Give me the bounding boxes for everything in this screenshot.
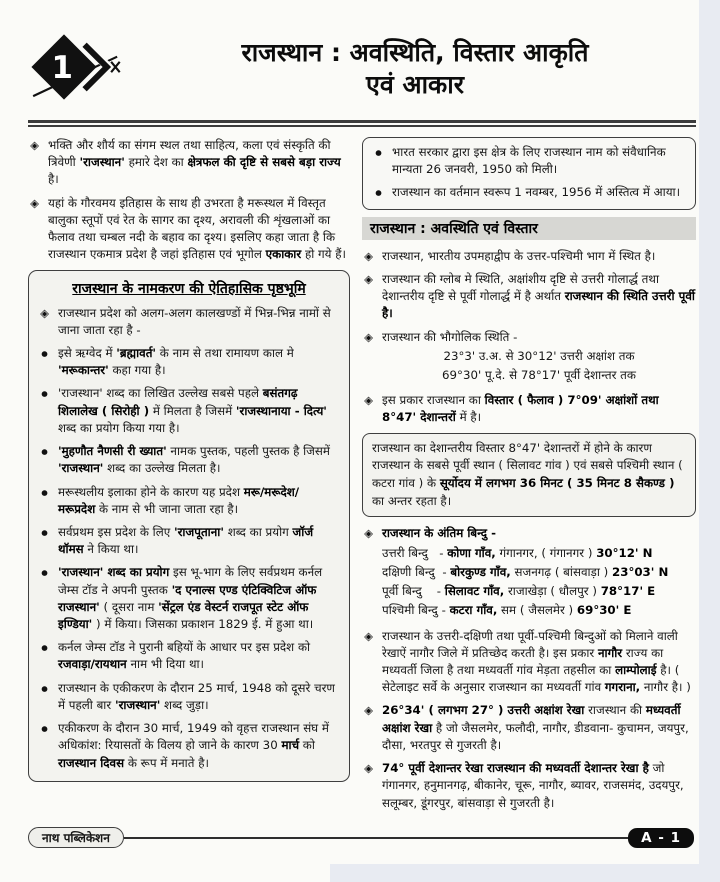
bullet-item (38, 484, 340, 518)
recognition-facts-items (372, 144, 686, 202)
diamond-bullet-icon: ◈ (364, 248, 373, 263)
page-footer (28, 827, 694, 848)
bullet-item (372, 144, 686, 178)
bullet-text: राजस्थान की भौगोलिक स्थिति - 23°3' उ.अ. से 30°12' उत्तरी अक्षांश तक 69°30' पू.दे. से 78°17' पूर्वी देशान्तर तक (382, 329, 696, 387)
sub-line: पूर्वी बिन्दु - सिलावट गाँव, राजाखेड़ा ( धौलपुर ) 78°17' E (382, 584, 656, 599)
diamond-bullet-icon: ◈ (364, 703, 373, 718)
bullet-text: राजस्थान के उत्तरी-दक्षिणी तथा पूर्वी-पश्चिमी बिन्दुओं को मिलाने वाली रेखाऐं नागौर जिले में प्रतिच्छेद करती है। इस प्रकार नागौर राज्य का मध्यवर्ती जिला है तथा मध्यवर्ती गांव मेड़ता तहसील का लाम्पोलाई है। ( सेटेलाइट सर्वे के अनुसार राजस्थान का मध्यवर्ती गांव गगराना, नागौर है। ) (382, 628, 691, 695)
dot-bullet-icon: ● (41, 348, 48, 358)
header-divider (28, 120, 696, 127)
scan-edge-bottom (330, 864, 720, 882)
bullet-item (38, 680, 340, 714)
bullet-text: सर्वप्रथम इस प्रदेश के लिए 'राजपूताना' शब्द का प्रयोग जॉर्ज थॉमस ने किया था। (58, 524, 314, 557)
bullet-item (38, 345, 340, 379)
bullet-item (38, 564, 340, 633)
bullet-text: भारत सरकार द्वारा इस क्षेत्र के लिए राजस्थान नाम को संवैधानिक मान्यता 26 जनवरी, 1950 को मिली। (392, 145, 666, 177)
bullet-item (38, 385, 340, 437)
publisher-badge: नाथ पब्लिकेशन (28, 827, 124, 848)
diamond-bullet-icon: ◈ (40, 305, 49, 320)
dot-bullet-icon: ● (375, 188, 382, 198)
bullet-item (28, 137, 350, 189)
bullet-item (362, 271, 696, 323)
diamond-bullet-icon: ◈ (364, 761, 373, 776)
bullet-item (362, 760, 696, 812)
bullet-item (38, 639, 340, 673)
chapter-header (28, 26, 696, 112)
bullet-text: मरूस्थलीय इलाका होने के कारण यह प्रदेश मरू/मरूदेश/ मरूप्रदेश के नाम से भी जाना जाता रहा है। (58, 484, 300, 516)
bullet-sub-lines (382, 545, 696, 620)
page-title-line1: राजस्थान : अवस्थिति, विस्तार आकृति (241, 38, 589, 67)
bullet-item (372, 184, 686, 201)
bullet-text: राजस्थान के अंतिम बिन्दु - उत्तरी बिन्दु - कोणा गाँव, गंगानगर, ( गंगानगर ) 30°12' N दक्षिणी बिन्दु - बोरकुण्ड गाँव, सजनगढ़ ( बांसवाड़ा ) 23°03' N पूर्वी बिन्दु - सिलावट गाँव, राजाखेड़ा ( धौलपुर ) 78°17' E पश्चिमी बिन्दु - कटरा गाँव, सम ( जैसलमेर ) 69°30' E (382, 525, 696, 621)
bullet-text: भक्ति और शौर्य का संगम स्थल तथा साहित्य, कला एवं संस्कृति की त्रिवेणी 'राजस्थान' हमारे देश का क्षेत्रफल की दृष्टि से सबसे बड़ा राज्य है। (48, 138, 341, 187)
diamond-bullet-icon: ◈ (364, 628, 373, 643)
footer-rule (124, 837, 628, 839)
naming-history-box (28, 270, 350, 782)
sub-line: 69°30' पू.दे. से 78°17' पूर्वी देशान्तर तक (442, 368, 636, 383)
dot-bullet-icon: ● (41, 487, 48, 497)
dot-bullet-icon: ● (41, 643, 48, 653)
page-content (28, 26, 696, 818)
bullet-text: एकीकरण के दौरान 30 मार्च, 1949 को वृहत्त राजस्थान संघ में अधिकांश: रियासतों के विलय हो जाने के कारण 30 मार्च को राजस्थान दिवस के रूप में मनाते है। (58, 721, 329, 770)
bullet-item (38, 305, 340, 339)
bullet-text: 74° पूर्वी देशान्तर रेखा राजस्थान की मध्यवर्ती देशान्तर रेखा है जो गंगानगर, हनुमानगढ़, बीकानेर, चूरू, नागौर, ब्यावर, राजसमंद, उदयपुर, सलूम्बर, डूंगरपुर, बांसवाड़ा से गुजरती है। (382, 761, 684, 810)
bullet-text: राजस्थान के एकीकरण के दौरान 25 मार्च, 1948 को दूसरे चरण में पहली बार 'राजस्थान' शब्द जुड़ा। (58, 680, 335, 712)
section-header: राजस्थान : अवस्थिति एवं विस्तार (362, 217, 696, 240)
location-extent-items (362, 248, 696, 812)
page-title-line2: एवं आकार (366, 70, 464, 99)
bullet-text: कर्नल जेम्स टॉड ने पुरानी बहियों के आधार पर इस प्रदेश को रजवाड़ा/रायथान नाम भी दिया था। (58, 640, 311, 672)
bullet-text: 'राजस्थान' शब्द का लिखित उल्लेख सबसे पहले बसंतगढ़ शिलालेख ( सिरोही ) में मिलता है जिसमें 'राजस्थानाया - दित्य' शब्द का प्रयोग किया गया है। (58, 386, 327, 435)
sub-line: उत्तरी बिन्दु - कोणा गाँव, गंगानगर, ( गंगानगर ) 30°12' N (382, 545, 653, 560)
diamond-bullet-icon: ◈ (30, 195, 39, 210)
diamond-bullet-icon: ◈ (364, 271, 373, 286)
bullet-text: इसे ऋग्वेद में 'ब्रह्मावर्त' के नाम से तथा रामायण काल मे 'मरूकान्तर' कहा गया है। (58, 345, 294, 378)
chapter-diamond-icon (28, 26, 124, 108)
bullet-text: 'राजस्थान' शब्द का प्रयोग इस भू-भाग के लिए सर्वप्रथम कर्नल जेम्स टॉड ने अपनी पुस्तक 'द एनाल्स एण्ड एंटिक्विटिज ऑफ राजस्थान' ( दूसरा नाम 'सेंट्रल एंड वेस्टर्न राजपूत स्टेट ऑफ इण्डिया' ) में किया। जिसका प्रकाशन 1829 ई. में हुआ था। (58, 565, 323, 632)
right-column (362, 137, 696, 818)
bullet-text: राजस्थान की ग्लोब मे स्थिति, अक्षांशीय दृष्टि से उत्तरी गोलार्द्ध तथा देशान्तरीय दृष्टि से पूर्वी गोलार्द्ध में है अर्थात राजस्थान की स्थिति उत्तरी पूर्वी है। (382, 271, 695, 321)
sub-line: पश्चिमी बिन्दु - कटरा गाँव, सम ( जैसलमेर ) 69°30' E (382, 603, 632, 618)
diamond-bullet-icon: ◈ (364, 393, 373, 408)
dot-bullet-icon: ● (41, 447, 48, 457)
highlight-note-box: राजस्थान का देशान्तरीय विस्तार 8°47' देशान्तरों में होने के कारण राजस्थान के सबसे पूर्वी स्थान ( सिलावट गांव ) एवं सबसे पश्चिमी स्थान ( कटरा गांव ) के सूर्योदय में लगभग 36 मिनट ( 35 मिनट 8 सैकण्ड ) का अन्तर रहता है। (362, 433, 696, 518)
sub-line: 23°3' उ.अ. से 30°12' उत्तरी अक्षांश तक (443, 348, 635, 363)
two-column-layout (28, 137, 696, 818)
bullet-item (38, 720, 340, 772)
diamond-bullet-icon: ◈ (30, 138, 39, 152)
naming-box-items (38, 305, 340, 772)
bullet-item (38, 443, 340, 477)
bullet-item (38, 524, 340, 558)
chapter-number-badge (28, 26, 124, 112)
bullet-item (362, 329, 696, 387)
dot-bullet-icon: ● (41, 527, 48, 537)
bullet-text: 26°34' ( लगभग 27° ) उत्तरी अक्षांश रेखा राजस्थान की मध्यवर्ती अक्षांश रेखा है जो जैसलमेर, फलौदी, नागौर, डीडवाना- कुचामन, जयपुर, दौसा, भरतपुर से गुजरती है। (382, 703, 689, 752)
dot-bullet-icon: ● (375, 148, 382, 157)
diamond-bullet-icon: ◈ (364, 526, 373, 541)
left-column (28, 137, 350, 782)
page-title (134, 37, 696, 101)
bullet-text: इस प्रकार राजस्थान का विस्तार ( फैलाव ) 7°09' अक्षांशों तथा 8°47' देशान्तरों में है। (382, 393, 659, 425)
dot-bullet-icon: ● (41, 389, 48, 399)
naming-box-title: राजस्थान के नामकरण की ऐतिहासिक पृष्ठभूमि (72, 280, 306, 297)
page-number-badge: A - 1 (628, 828, 694, 848)
bullet-text: राजस्थान प्रदेश को अलग-अलग कालखण्डों में भिन्न-भिन्न नामों से जाना जाता रहा है - (58, 305, 331, 337)
dot-bullet-icon: ● (41, 568, 48, 578)
dot-bullet-icon: ● (41, 724, 48, 734)
dot-bullet-icon: ● (41, 683, 48, 693)
scan-edge-right (699, 0, 720, 882)
bullet-item (28, 195, 350, 264)
bullet-item (362, 392, 696, 426)
bullet-item (362, 248, 696, 265)
svg-text:1: 1 (51, 50, 74, 87)
diamond-bullet-icon: ◈ (364, 329, 373, 344)
bullet-text: राजस्थान का वर्तमान स्वरूप 1 नवम्बर, 1956 में अस्तित्व में आया। (392, 185, 681, 200)
bullet-sub-lines (382, 348, 696, 384)
bullet-text: यहां के गौरवमय इतिहास के साथ ही उभरता है मरूस्थल में विस्तृत बालुका स्तूपों एवं रेत के सागर का दृश्य, अरावली की शृंखलाओं का फैलाव तथा चम्बल नदी के बहाव का दृश्य। इसलिए कहा जाता है कि राजस्थान एकमात्र प्रदेश है जहां इतिहास एवं भूगोल एकाकार हो गये हैं। (48, 195, 346, 262)
sub-line: दक्षिणी बिन्दु - बोरकुण्ड गाँव, सजनगढ़ ( बांसवाड़ा ) 23°03' N (382, 564, 669, 579)
bullet-item (362, 628, 696, 697)
bullet-text: राजस्थान, भारतीय उपमहाद्वीप के उत्तर-पश्चिमी भाग में स्थित है। (382, 248, 656, 263)
bullet-item (362, 702, 696, 754)
left-intro-bullets (28, 137, 350, 264)
bullet-item (362, 525, 696, 621)
bullet-text: 'मुहणौत नैणसी री ख्यात' नामक पुस्तक, पहली पुस्तक है जिसमें 'राजस्थान' शब्द का उल्लेख मिलता है। (58, 444, 330, 476)
recognition-facts-box (362, 137, 696, 210)
